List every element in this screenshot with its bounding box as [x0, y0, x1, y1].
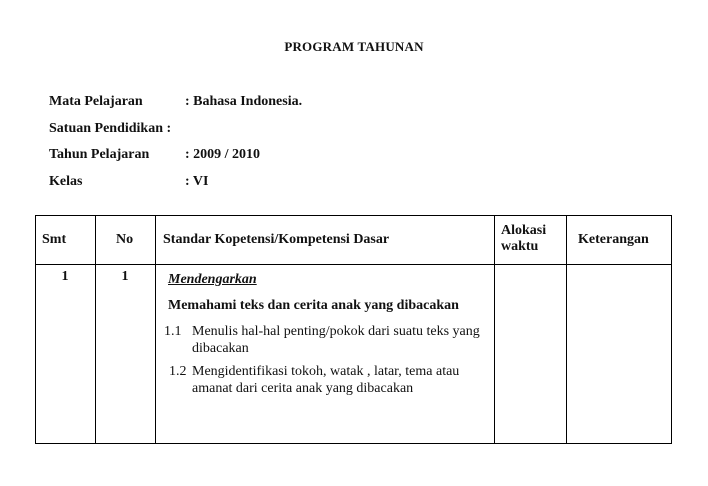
kompetensi-dasar-item: [164, 323, 494, 357]
column-divider: [155, 215, 156, 444]
kompetensi-dasar-item: [169, 363, 499, 397]
info-label: Kelas: [49, 174, 83, 189]
info-value: : Bahasa Indonesia.: [185, 94, 303, 109]
table-border-top: [35, 215, 672, 216]
page-title: PROGRAM TAHUNAN: [284, 39, 424, 54]
kd-number: 1.2: [169, 364, 187, 379]
header-keterangan: Keterangan: [578, 232, 649, 247]
info-label: Mata Pelajaran: [49, 94, 143, 109]
column-divider: [95, 215, 96, 444]
table-border-left: [35, 215, 36, 444]
header-alokasi: [501, 223, 546, 255]
table-border-bottom: [35, 443, 672, 444]
cell-standar: [164, 272, 498, 397]
table-border-right: [671, 215, 672, 444]
header-alokasi-line1: Alokasi: [501, 223, 547, 238]
kd-number: 1.1: [164, 324, 182, 339]
kd-text: Menulis hal-hal penting/pokok dari suatu teks yang dibacakan: [192, 324, 480, 356]
info-value: : VI: [185, 174, 209, 189]
cell-smt: 1: [61, 269, 69, 284]
header-no: No: [116, 232, 134, 247]
cell-alokasi: [494, 265, 566, 443]
standar-kompetensi: Memahami teks dan cerita anak yang dibacakan: [168, 298, 459, 313]
info-value: : 2009 / 2010: [185, 147, 261, 162]
info-label: Tahun Pelajaran: [49, 147, 150, 162]
header-alokasi-line2: waktu: [501, 239, 539, 254]
kd-text: Mengidentifikasi tokoh, watak , latar, tema atau amanat dari cerita anak yang dibacakan: [192, 364, 460, 396]
program-table: [35, 215, 672, 444]
info-label: Satuan Pendidikan :: [49, 121, 172, 136]
topic-heading: Mendengarkan: [168, 272, 257, 287]
cell-no: 1: [121, 269, 129, 284]
header-standar: Standar Kopetensi/Kompetensi Dasar: [163, 232, 390, 247]
header-smt: Smt: [42, 232, 67, 247]
cell-keterangan: [566, 265, 671, 443]
